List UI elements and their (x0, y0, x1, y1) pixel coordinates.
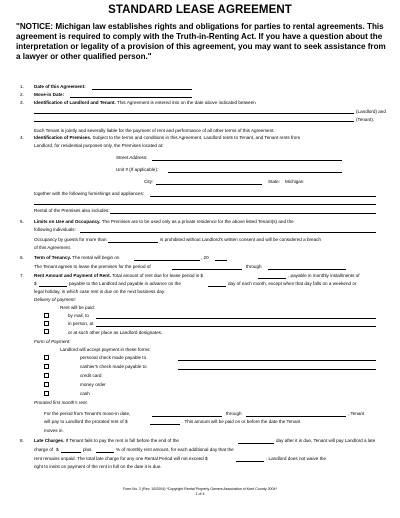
section-7-label: Rent Amount and Payment of Rent. (34, 273, 111, 278)
document-title: STANDARD LEASE AGREEMENT (108, 4, 292, 16)
personal-check-checkbox[interactable] (44, 355, 49, 360)
unit-field[interactable] (168, 172, 342, 173)
section-6-label: Term of Tenancy. (34, 255, 72, 260)
date-of-agreement-field[interactable] (92, 89, 192, 90)
section-1-number: 1. (20, 84, 24, 89)
prorated-through: through (226, 411, 242, 416)
prorated-heading: Prorated first month's rent. (34, 400, 88, 405)
section-7-number: 7. (20, 273, 24, 278)
section-3-body: This Agreement is entered into on the date above indicated between (117, 100, 256, 105)
personal-check-payee-field[interactable] (178, 360, 376, 361)
section-3-text (34, 100, 256, 105)
in-person-checkbox[interactable] (44, 321, 49, 326)
section-4-body: Subject to the terms and conditions in this Agreement, Landlord rents to Tenant, and Tenant rents from (92, 135, 301, 140)
unit-label: Unit # (If applicable): (116, 167, 159, 172)
late-total-text: rent remains unpaid. The total late charge for any one Rental Period will not exceed $ (34, 456, 208, 461)
guests-text-b: is prohibited without Landlord's written consent and will be considered a breach (160, 237, 321, 242)
holiday-text: legal holiday, in which case rent is due on the next business day. (34, 289, 166, 294)
tenant-suffix: (Tenant). (356, 117, 375, 122)
delivery-heading: Delivery of payment: (34, 297, 76, 302)
credit-card-checkbox[interactable] (44, 373, 49, 378)
section-5-line2: following individuals: (34, 227, 76, 232)
furnishings-field[interactable] (150, 196, 376, 197)
section-8-label: Late Charges. (34, 438, 65, 443)
city-field[interactable] (156, 184, 262, 185)
lease-period-text-a: The Tenant agrees to lease the premises for the period of (34, 264, 151, 269)
move-in-date-label: Move-in Date: (34, 92, 65, 97)
section-7-text (34, 273, 203, 278)
by-mail-checkbox[interactable] (44, 313, 49, 318)
payable-text: payable to the Landlord and payable in advance on the (69, 281, 181, 286)
date-of-agreement-label: Date of this Agreement: (34, 84, 86, 89)
section-8-text (34, 438, 179, 443)
prorated-rent-text: will pay to Landlord the prorated rent of $ (44, 419, 128, 424)
landlord-name-field[interactable] (34, 113, 354, 114)
late-charge-text: charge of (34, 447, 54, 452)
late-charge-plus: plus (83, 447, 92, 452)
rent-paid-label: Rent will be paid: (60, 305, 95, 310)
lease-through: through (246, 264, 262, 269)
accept-payment-label: Landlord will accept payment in these forms: (60, 347, 151, 352)
street-address-field[interactable] (152, 160, 342, 161)
by-mail-field[interactable] (96, 318, 376, 319)
section-8-number: 8. (20, 438, 24, 443)
section-5-number: 5. (20, 219, 24, 224)
prorated-text-a: For the period from Tenant's move-in date, (44, 411, 131, 416)
furnishings-label: together with the following furnishings and appliances: (34, 191, 145, 196)
premises-includes-label: Rental of the Premises also includes: (34, 208, 110, 213)
prorated-rent-field[interactable] (150, 424, 180, 425)
prorated-text-c: , Tenant (348, 411, 365, 416)
monthly-dollar-sign: $ (34, 281, 37, 286)
late-day-field[interactable] (238, 443, 274, 444)
occupants-field[interactable] (80, 232, 376, 233)
section-2-number: 2. (20, 92, 24, 97)
payment-option-credit-card: credit card (80, 373, 102, 378)
footer-page-number: 1 of 4 (195, 492, 205, 496)
section-5-label: Limits on Use and Occupancy. (34, 219, 101, 224)
street-address-label: Street Address: (116, 155, 148, 160)
prorated-rent-text-b: . This amount will be paid on or before the date the Tenant (182, 419, 301, 424)
section-8-body: If Tenant fails to pay the rent in full before the end of the (65, 438, 179, 443)
move-in-date-field[interactable] (70, 97, 192, 98)
prorated-start-field[interactable] (152, 416, 222, 417)
prorated-end-field[interactable] (246, 416, 346, 417)
cashiers-check-checkbox[interactable] (44, 364, 49, 369)
lease-start-field[interactable] (172, 269, 242, 270)
section-5-line4: of this Agreement. (34, 245, 72, 250)
section-7-body-b: , payable in monthly installments of (288, 273, 360, 278)
prorated-text-line3: moves in. (44, 428, 64, 433)
tenant-name-field[interactable] (34, 121, 354, 122)
by-mail-label: by mail, to (68, 313, 89, 318)
year-prefix: , 20 (201, 255, 209, 260)
late-total-text-b: . Landlord does not waive the (266, 456, 327, 461)
in-person-label: in person, at (68, 321, 94, 326)
lease-end-field[interactable] (268, 269, 346, 270)
section-7-body: Total amount of rent due for lease period is $ (112, 273, 204, 278)
section-6-number: 6. (20, 255, 24, 260)
monthly-installment-field[interactable] (39, 286, 67, 287)
section-8-body-b: day after it is due, Tenant will pay Landlord a late (276, 438, 376, 443)
year-field[interactable] (215, 260, 227, 261)
notice-paragraph: "NOTICE: Michigan law establishes rights and obligations for parties to rental agreements. This agreement is required to comply with the Truth-in-Renting Act. If you have a question about the interpretation or legality of a provision of this agreement, you may want to seek assistance from a lawyer or other qualified person." (16, 22, 386, 61)
waiver-text: right to insist on payment of the rent in full on the date it is due. (34, 464, 162, 469)
section-4-line2: Landlord, for residential purposes only, the Premises located at: (34, 143, 164, 148)
section-5-text (34, 219, 294, 224)
cashiers-check-payee-field[interactable] (178, 369, 376, 370)
cash-checkbox[interactable] (44, 391, 49, 396)
section-4-label: Identification of Premises. (34, 135, 92, 140)
state-label: State: (268, 179, 281, 184)
late-charge-field[interactable] (61, 452, 81, 453)
rent-due-day-field[interactable] (208, 286, 226, 287)
landlord-suffix: (Landlord) and (356, 109, 386, 114)
section-4-text (34, 135, 300, 140)
city-label: City: (144, 179, 154, 184)
in-person-field[interactable] (96, 326, 376, 327)
section-3-label: Identification of Landlord and Tenant. (34, 100, 116, 105)
payable-text-c: day of each month, except when that day falls on a weekend or (228, 281, 357, 286)
state-value: Michigan (285, 179, 304, 184)
other-place-label: or at such other place as Landlord designates. (68, 330, 163, 335)
jointly-liable-text: Each Tenant is jointly and severally liable for the payment of rent and performance of all other terms of this Agreement. (34, 128, 275, 133)
rental-begin-field[interactable] (134, 260, 200, 261)
section-6-text (34, 255, 119, 260)
payment-option-cashiers-check: cashier's check made payable to (80, 364, 147, 369)
guest-days-field[interactable] (108, 242, 158, 243)
footer-copyright: Form No. 2 (Rev. 10/2004) *Copyright Rental Property Owners Association of Kent County 2004* (123, 487, 277, 491)
money-order-checkbox[interactable] (44, 382, 49, 387)
section-6-body: The rental will begin on (72, 255, 120, 260)
late-max-field[interactable] (236, 461, 264, 462)
late-charge-dollar: $ (56, 447, 59, 452)
furnishings-field-2[interactable] (34, 204, 376, 205)
payment-option-personal-check: personal check made payable to (80, 355, 147, 360)
other-place-checkbox[interactable] (44, 329, 49, 334)
payment-option-cash: cash (80, 391, 90, 396)
late-percent-field[interactable] (96, 452, 114, 453)
section-3-number: 3. (20, 100, 24, 105)
section-5-body: The Premises are to be used only as a private residence for the above listed Tenant(s) and the (101, 219, 294, 224)
section-4-number: 4. (20, 135, 24, 140)
premises-includes-field[interactable] (110, 213, 376, 214)
payment-option-money-order: money order (80, 382, 106, 387)
form-of-payment-heading: Form of Payment: (34, 339, 71, 344)
late-percent-text: % of monthly rent amount, for each additional day that the (116, 447, 234, 452)
guests-text-a: Occupancy by guests for more than (34, 237, 107, 242)
total-rent-field[interactable] (258, 278, 286, 279)
